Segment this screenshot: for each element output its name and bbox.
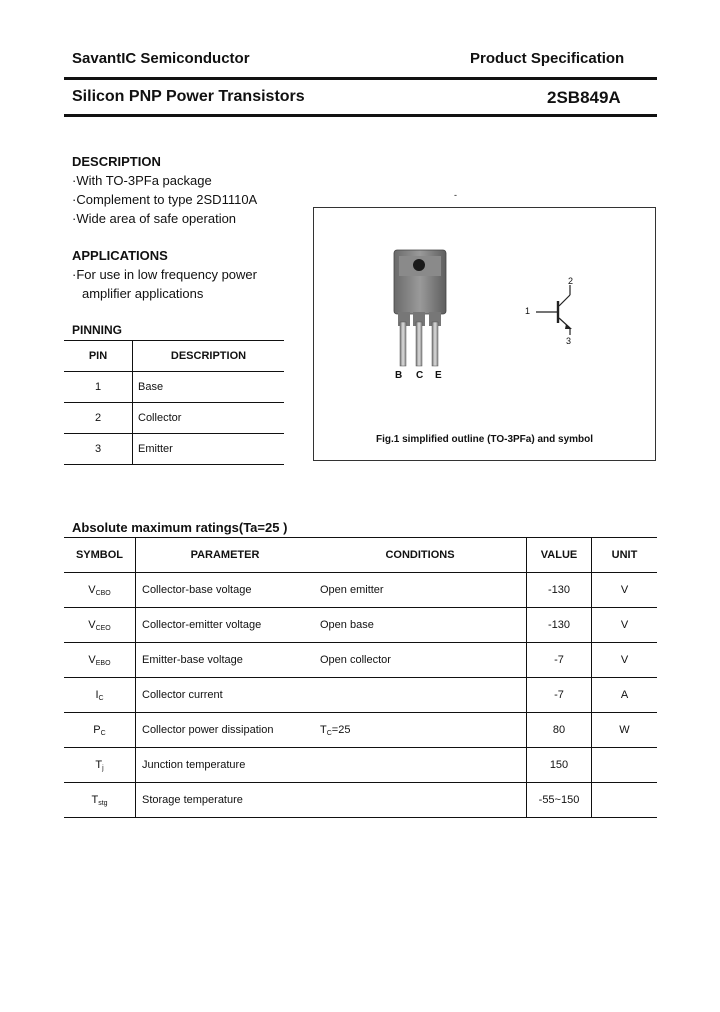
condition-subscript: C	[326, 729, 332, 737]
symbol-letter: T	[95, 758, 103, 771]
ratings-row	[64, 748, 657, 783]
conditions-cell	[314, 573, 527, 608]
unit-cell: A	[592, 678, 658, 713]
symbol-cell	[64, 783, 136, 818]
unit-column-header: UNIT	[592, 538, 658, 573]
pin-row	[64, 434, 284, 465]
ratings-row	[64, 608, 657, 643]
ratings-row	[64, 573, 657, 608]
mounting-hole	[413, 259, 425, 271]
condition-tail: =25	[331, 723, 351, 736]
package-figure	[313, 207, 656, 461]
parameter-cell: Junction temperature	[136, 748, 315, 783]
symbol-pin-2: 2	[568, 276, 574, 286]
symbol-subscript: CEO	[95, 624, 111, 632]
symbol-cell	[64, 608, 136, 643]
ratings-heading: Absolute maximum ratings(Ta=25 )	[72, 520, 288, 535]
conditions-cell	[314, 783, 527, 818]
symbol-cell	[64, 573, 136, 608]
company-name: SavantIC Semiconductor	[72, 50, 250, 67]
ratings-row	[64, 783, 657, 818]
parameter-cell: Collector current	[136, 678, 315, 713]
description-item: ·With TO-3PFa package	[72, 173, 212, 188]
ratings-header-row	[64, 538, 657, 573]
pin-row	[64, 372, 284, 403]
symbol-column-header: SYMBOL	[75, 549, 124, 561]
unit-cell: V	[592, 643, 658, 678]
applications-heading: APPLICATIONS	[72, 248, 168, 263]
value-cell: 150	[527, 748, 592, 783]
pin-description: Base	[133, 372, 285, 403]
pin-description-column-header: DESCRIPTION	[133, 341, 285, 372]
description-heading: DESCRIPTION	[72, 154, 161, 169]
description-item: ·Complement to type 2SD1110A	[72, 192, 258, 207]
emitter-arrow-icon	[565, 324, 572, 329]
part-number: 2SB849A	[547, 88, 621, 107]
symbol-pin-3: 3	[566, 336, 572, 346]
conditions-cell	[314, 678, 527, 713]
symbol-cell	[64, 643, 136, 678]
pin-number: 3	[94, 443, 102, 455]
pin-number: 1	[94, 381, 102, 393]
symbol-letter: P	[93, 723, 101, 736]
pin-description: Emitter	[133, 434, 285, 465]
symbol-cell	[64, 678, 136, 713]
figure-caption: Fig.1 simplified outline (TO-3PFa) and symbol	[375, 434, 594, 445]
symbol-cell	[64, 713, 136, 748]
lead-base	[400, 322, 406, 366]
parameter-cell: Collector-base voltage	[136, 573, 315, 608]
conditions-cell	[314, 748, 527, 783]
condition-text: T	[320, 723, 327, 736]
header-divider-bottom	[64, 114, 657, 117]
pnp-transistor-symbol	[536, 285, 570, 335]
pinning-heading: PINNING	[72, 323, 123, 337]
pin-row	[64, 403, 284, 434]
symbol-subscript: stg	[98, 799, 108, 807]
unit-cell	[592, 748, 658, 783]
description-item: ·Wide area of safe operation	[72, 211, 237, 226]
applications-item: amplifier applications	[82, 286, 204, 301]
unit-cell: W	[592, 713, 658, 748]
conditions-cell	[314, 713, 527, 748]
header-divider-top	[64, 77, 657, 80]
stray-mark: -	[454, 190, 457, 200]
document-type: Product Specification	[470, 50, 625, 67]
condition-text: Open collector	[320, 653, 391, 666]
pin-number: 2	[94, 412, 102, 424]
parameter-cell: Collector-emitter voltage	[136, 608, 315, 643]
applications-list	[72, 265, 257, 303]
product-title: Silicon PNP Power Transistors	[72, 88, 305, 105]
pin-description: Collector	[133, 403, 285, 434]
symbol-cell	[64, 748, 136, 783]
value-cell: -130	[527, 608, 592, 643]
lead-label-c: C	[416, 370, 424, 381]
symbol-subscript: EBO	[95, 659, 111, 667]
value-column-header: VALUE	[527, 538, 592, 573]
pin-column-header: PIN	[88, 350, 108, 362]
symbol-letter: V	[88, 618, 96, 631]
lead-label-e: E	[435, 370, 442, 381]
value-cell: -55~150	[527, 783, 592, 818]
conditions-column-header: CONDITIONS	[385, 549, 455, 561]
package-outline-illustration	[314, 208, 655, 460]
symbol-subscript: C	[98, 694, 104, 702]
parameter-column-header: PARAMETER	[136, 538, 315, 573]
parameter-cell: Storage temperature	[136, 783, 315, 818]
ratings-row	[64, 713, 657, 748]
symbol-subscript: CBO	[95, 589, 111, 597]
symbol-letter: T	[91, 793, 99, 806]
condition-text: Open emitter	[320, 583, 384, 596]
conditions-cell	[314, 608, 527, 643]
symbol-subscript: j	[102, 764, 104, 772]
ratings-row	[64, 678, 657, 713]
lead-label-b: B	[395, 370, 403, 381]
symbol-subscript: C	[100, 729, 106, 737]
value-cell: -7	[527, 643, 592, 678]
symbol-letter: V	[88, 653, 96, 666]
condition-text: Open base	[320, 618, 374, 631]
value-cell: -130	[527, 573, 592, 608]
lead-collector	[416, 322, 422, 366]
applications-item: ·For use in low frequency power	[72, 267, 257, 282]
symbol-letter: I	[95, 688, 99, 701]
symbol-pin-1: 1	[525, 306, 531, 316]
unit-cell: V	[592, 608, 658, 643]
value-cell: 80	[527, 713, 592, 748]
unit-cell: V	[592, 573, 658, 608]
ratings-table	[64, 537, 657, 818]
ratings-row	[64, 643, 657, 678]
symbol-letter: V	[88, 583, 96, 596]
conditions-cell	[314, 643, 527, 678]
unit-cell	[592, 783, 658, 818]
lead-emitter	[432, 322, 438, 366]
parameter-cell: Emitter-base voltage	[136, 643, 315, 678]
parameter-cell: Collector power dissipation	[136, 713, 315, 748]
description-list	[72, 171, 257, 228]
pinning-table	[64, 340, 284, 465]
value-cell: -7	[527, 678, 592, 713]
